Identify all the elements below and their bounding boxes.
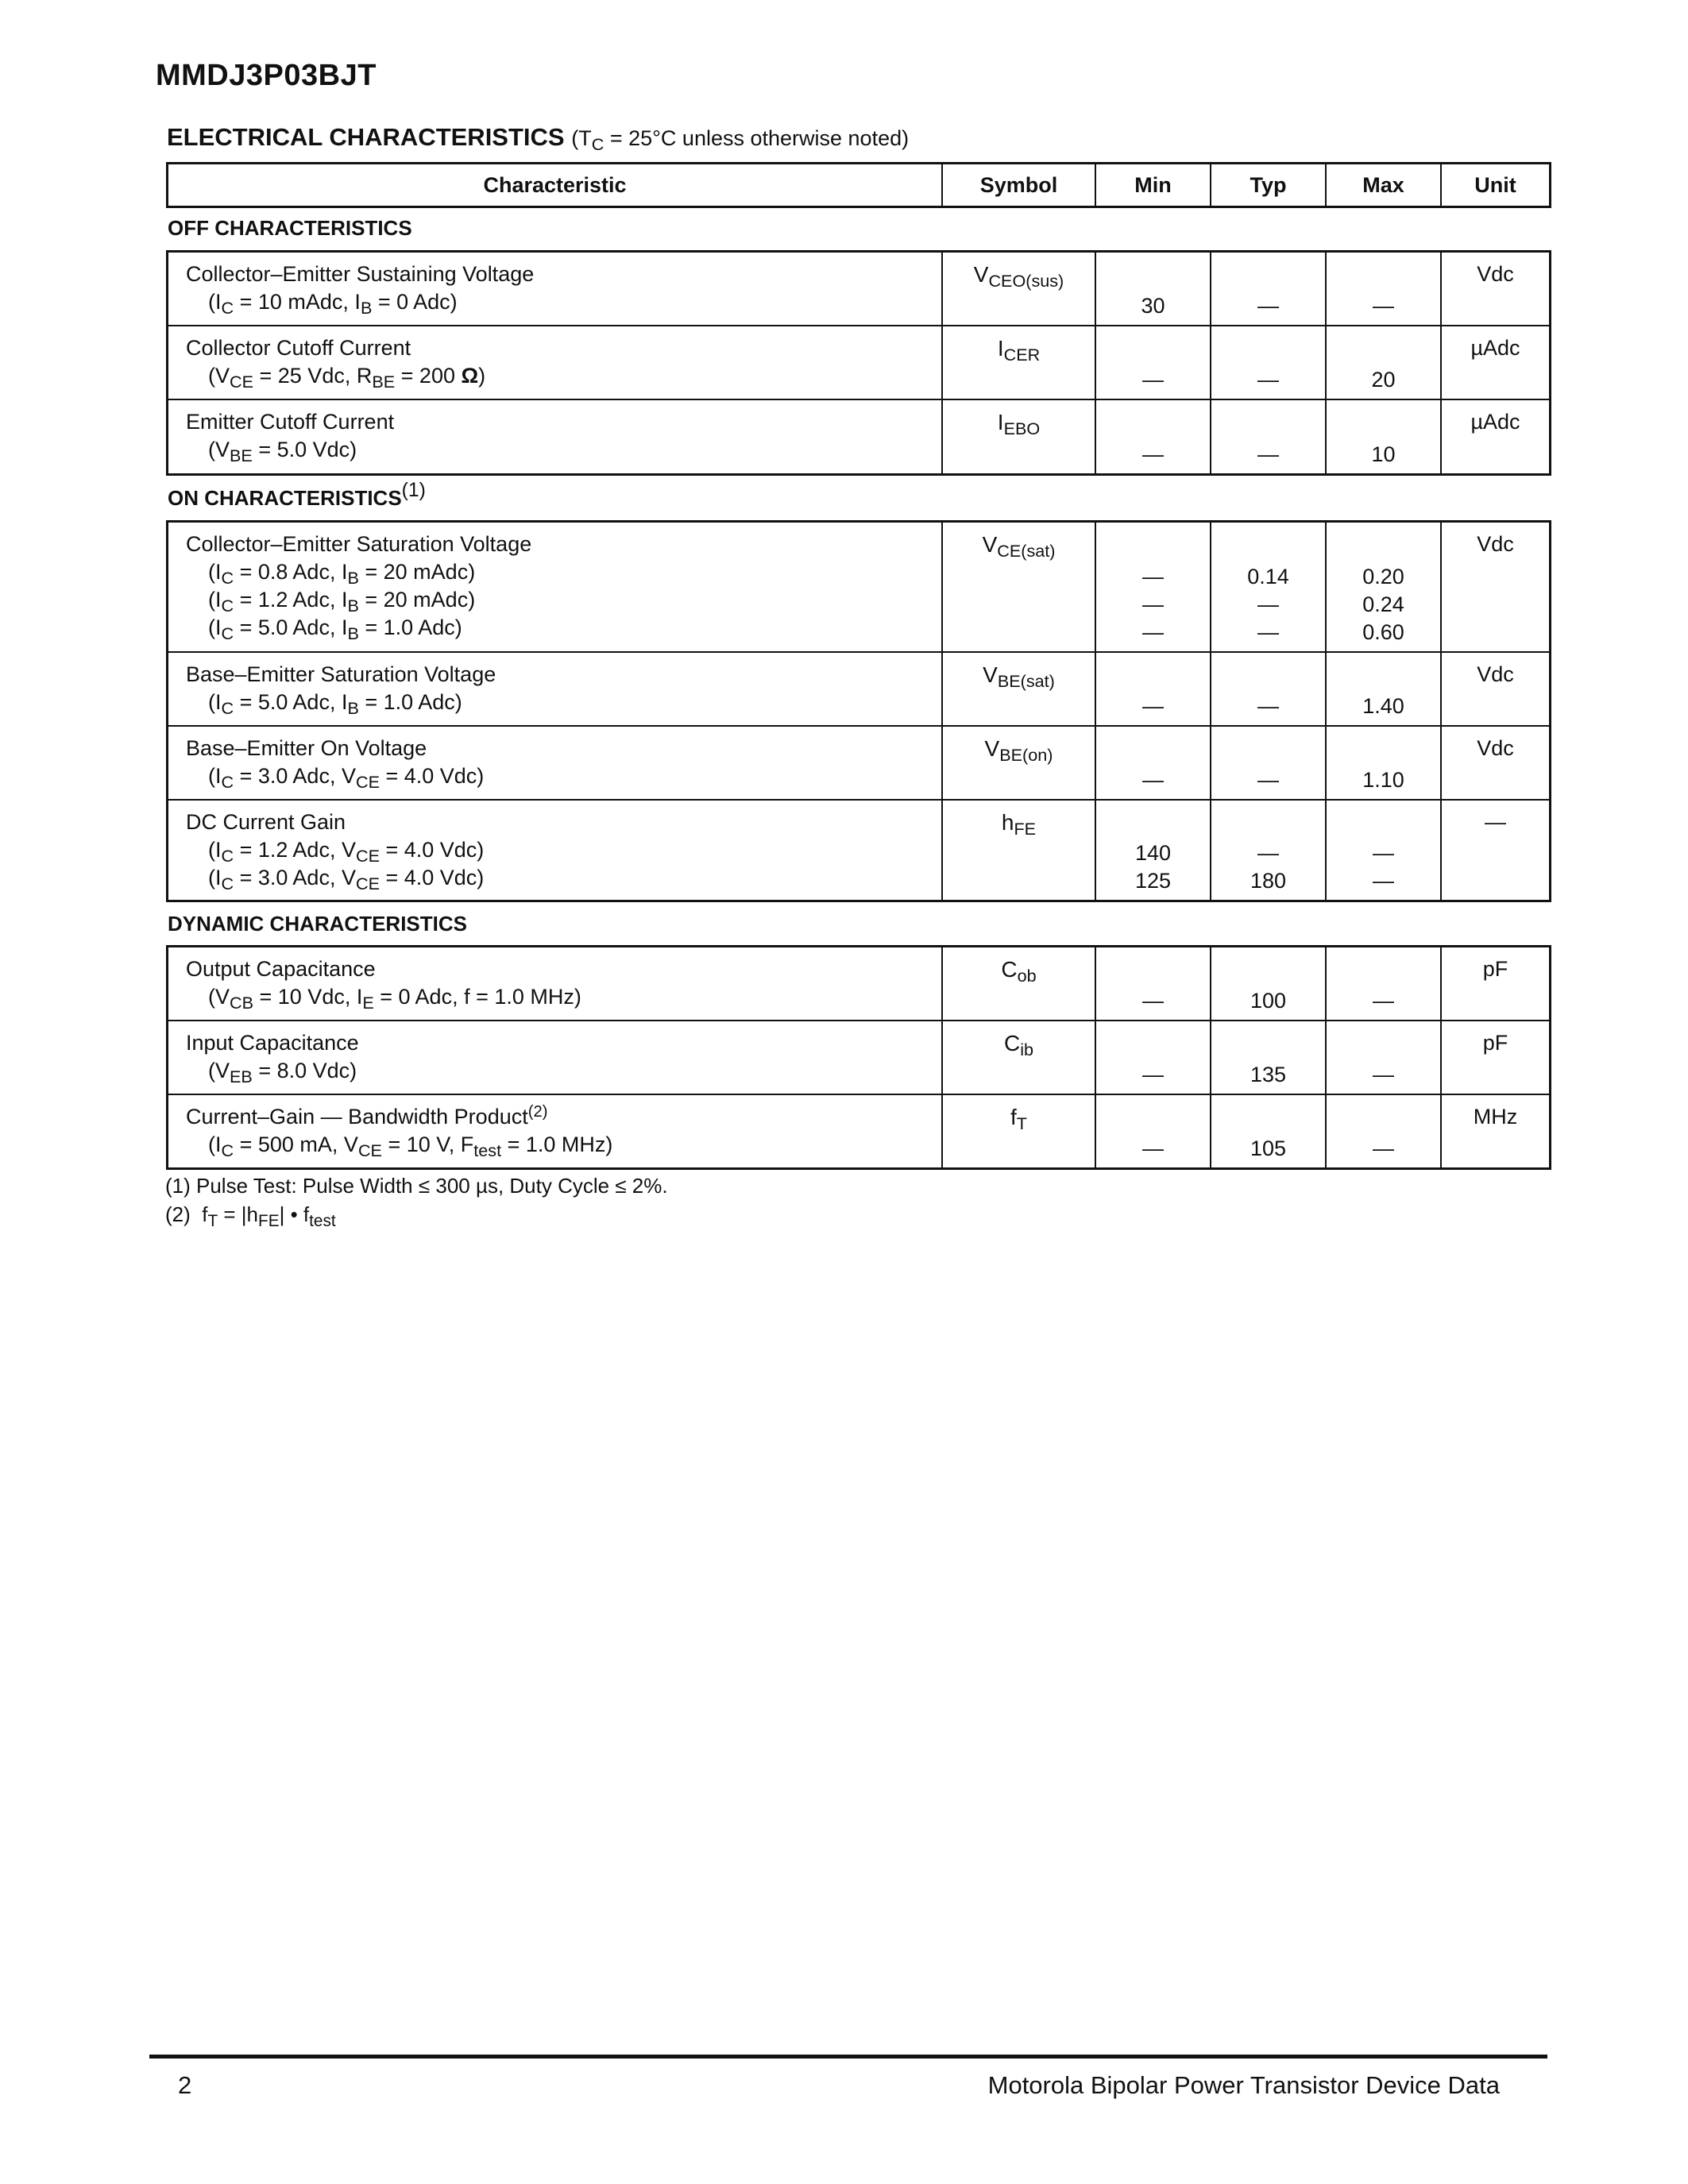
footnote-1: (1) Pulse Test: Pulse Width ≤ 300 µs, Duty Cycle ≤ 2%. xyxy=(165,1174,668,1198)
row-symbol: $f_T$ xyxy=(943,1095,1096,1167)
section-dynamic: DYNAMIC CHARACTERISTICS xyxy=(168,912,467,936)
off-characteristics-table xyxy=(166,250,1551,476)
row-min: — xyxy=(1096,727,1211,801)
footer-source: Motorola Bipolar Power Transistor Device Data xyxy=(987,2071,1500,2099)
row-characteristic: Base–Emitter Saturation Voltage ($I_C = 5.0$ Adc, $I_B = 1.0$ Adc) xyxy=(168,653,943,727)
row-symbol: $V_{CE(sat)}$ xyxy=(943,523,1096,653)
row-characteristic: Current–Gain — Bandwidth Product$^{(2)}$ ($I_C = 500$ mA, $V_{CE} = 10$ V, $F_{test} = 1.0$ MHz) xyxy=(168,1095,943,1167)
row-min: 30 xyxy=(1096,253,1211,326)
row-characteristic: Output Capacitance ($V_{CB} = 10$ Vdc, $I_E = 0$ Adc, f = 1.0 MHz) xyxy=(168,947,943,1021)
col-symbol: Symbol xyxy=(943,164,1096,206)
row-typ: — xyxy=(1211,253,1327,326)
row-max: 1.40 xyxy=(1327,653,1442,727)
col-characteristic: Characteristic xyxy=(168,164,943,206)
row-min: — xyxy=(1096,947,1211,1021)
row-characteristic: Input Capacitance ($V_{EB} = 8.0$ Vdc) xyxy=(168,1021,943,1095)
row-symbol: $V_{CEO(sus)}$ xyxy=(943,253,1096,326)
row-unit: pF xyxy=(1442,947,1549,1021)
row-min: — xyxy=(1096,400,1211,473)
section-off: OFF CHARACTERISTICS xyxy=(168,216,412,240)
page-number: 2 xyxy=(178,2071,192,2099)
row-unit: — xyxy=(1485,810,1506,834)
row-typ: 135 xyxy=(1211,1021,1327,1095)
row-symbol: $C_{ob}$ xyxy=(943,947,1096,1021)
row-min: — xyxy=(1096,1095,1211,1167)
row-symbol: $C_{ib}$ xyxy=(943,1021,1096,1095)
footnote-2: (2) $f_T = |h_{FE}|$ • $f_{test}$ xyxy=(165,1202,336,1230)
row-unit: pF xyxy=(1442,1021,1549,1095)
row-symbol: $V_{BE(on)}$ xyxy=(943,727,1096,801)
part-number: MMDJ3P03BJT xyxy=(156,59,377,92)
row-typ: — xyxy=(1211,727,1327,801)
row-symbol: $V_{BE(sat)}$ xyxy=(943,653,1096,727)
row-unit: MHz xyxy=(1473,1105,1518,1129)
col-min: Min xyxy=(1096,164,1211,206)
row-typ: — xyxy=(1211,400,1327,473)
row-unit: µAdc xyxy=(1470,410,1520,434)
row-min: — — — xyxy=(1096,523,1211,653)
row-unit: µAdc xyxy=(1442,326,1549,400)
row-characteristic: Emitter Cutoff Current ($V_{BE} = 5.0$ Vdc) xyxy=(168,400,943,473)
row-min: — xyxy=(1096,326,1211,400)
dynamic-characteristics-table xyxy=(166,945,1551,1170)
col-typ: Typ xyxy=(1211,164,1327,206)
row-min: — xyxy=(1096,1021,1211,1095)
row-min: 140 125 xyxy=(1096,801,1211,900)
row-max: 10 xyxy=(1327,400,1442,473)
row-max: — xyxy=(1327,253,1442,326)
row-characteristic: DC Current Gain ($I_C = 1.2$ Adc, $V_{CE} = 4.0$ Vdc) ($I_C = 3.0$ Adc, $V_{CE} = 4.0$ Vdc) xyxy=(168,801,943,900)
row-typ: — 180 xyxy=(1211,801,1327,900)
footer-rule xyxy=(149,2055,1547,2059)
section-on: ON CHARACTERISTICS$^{(1)}$ xyxy=(168,479,426,510)
row-characteristic: Base–Emitter On Voltage ($I_C = 3.0$ Adc, $V_{CE} = 4.0$ Vdc) xyxy=(168,727,943,801)
col-max: Max xyxy=(1327,164,1442,206)
row-characteristic: Collector Cutoff Current ($V_{CE} = 25$ Vdc, $R_{BE} = 200$ Ω) xyxy=(168,326,943,400)
row-max: 20 xyxy=(1327,326,1442,400)
row-symbol: $I_{CER}$ xyxy=(943,326,1096,400)
on-characteristics-table xyxy=(166,520,1551,902)
row-typ: 0.14 — — xyxy=(1211,523,1327,653)
row-max: — — xyxy=(1327,801,1442,900)
row-symbol: $h_{FE}$ xyxy=(943,801,1096,900)
row-max: 1.10 xyxy=(1327,727,1442,801)
row-unit: Vdc xyxy=(1442,653,1549,727)
table-header xyxy=(166,162,1551,208)
col-unit: Unit xyxy=(1474,172,1516,197)
row-typ: — xyxy=(1211,653,1327,727)
row-max: — xyxy=(1327,1095,1442,1167)
row-characteristic: Collector–Emitter Saturation Voltage ($I_C = 0.8$ Adc, $I_B = 20$ mAdc) ($I_C = 1.2$ Adc, $I_B = 20$ mAdc) ($I_C = 5.0$ Adc, $I_B = 1.0$ Adc) xyxy=(168,523,943,653)
row-characteristic: Collector–Emitter Sustaining Voltage ($I_C = 10$ mAdc, $I_B = 0$ Adc) xyxy=(168,253,943,326)
row-typ: 100 xyxy=(1211,947,1327,1021)
row-min: — xyxy=(1096,653,1211,727)
row-unit: Vdc xyxy=(1442,727,1549,801)
row-typ: — xyxy=(1211,326,1327,400)
row-typ: 105 xyxy=(1211,1095,1327,1167)
row-unit: Vdc xyxy=(1442,253,1549,326)
table-title: ELECTRICAL CHARACTERISTICS ($T_C = 25^\circ C$ unless otherwise noted) xyxy=(167,123,910,155)
row-unit: Vdc xyxy=(1442,523,1549,653)
row-max: 0.20 0.24 0.60 xyxy=(1327,523,1442,653)
row-max: — xyxy=(1327,947,1442,1021)
row-symbol: $I_{EBO}$ xyxy=(943,400,1096,473)
row-max: — xyxy=(1327,1021,1442,1095)
